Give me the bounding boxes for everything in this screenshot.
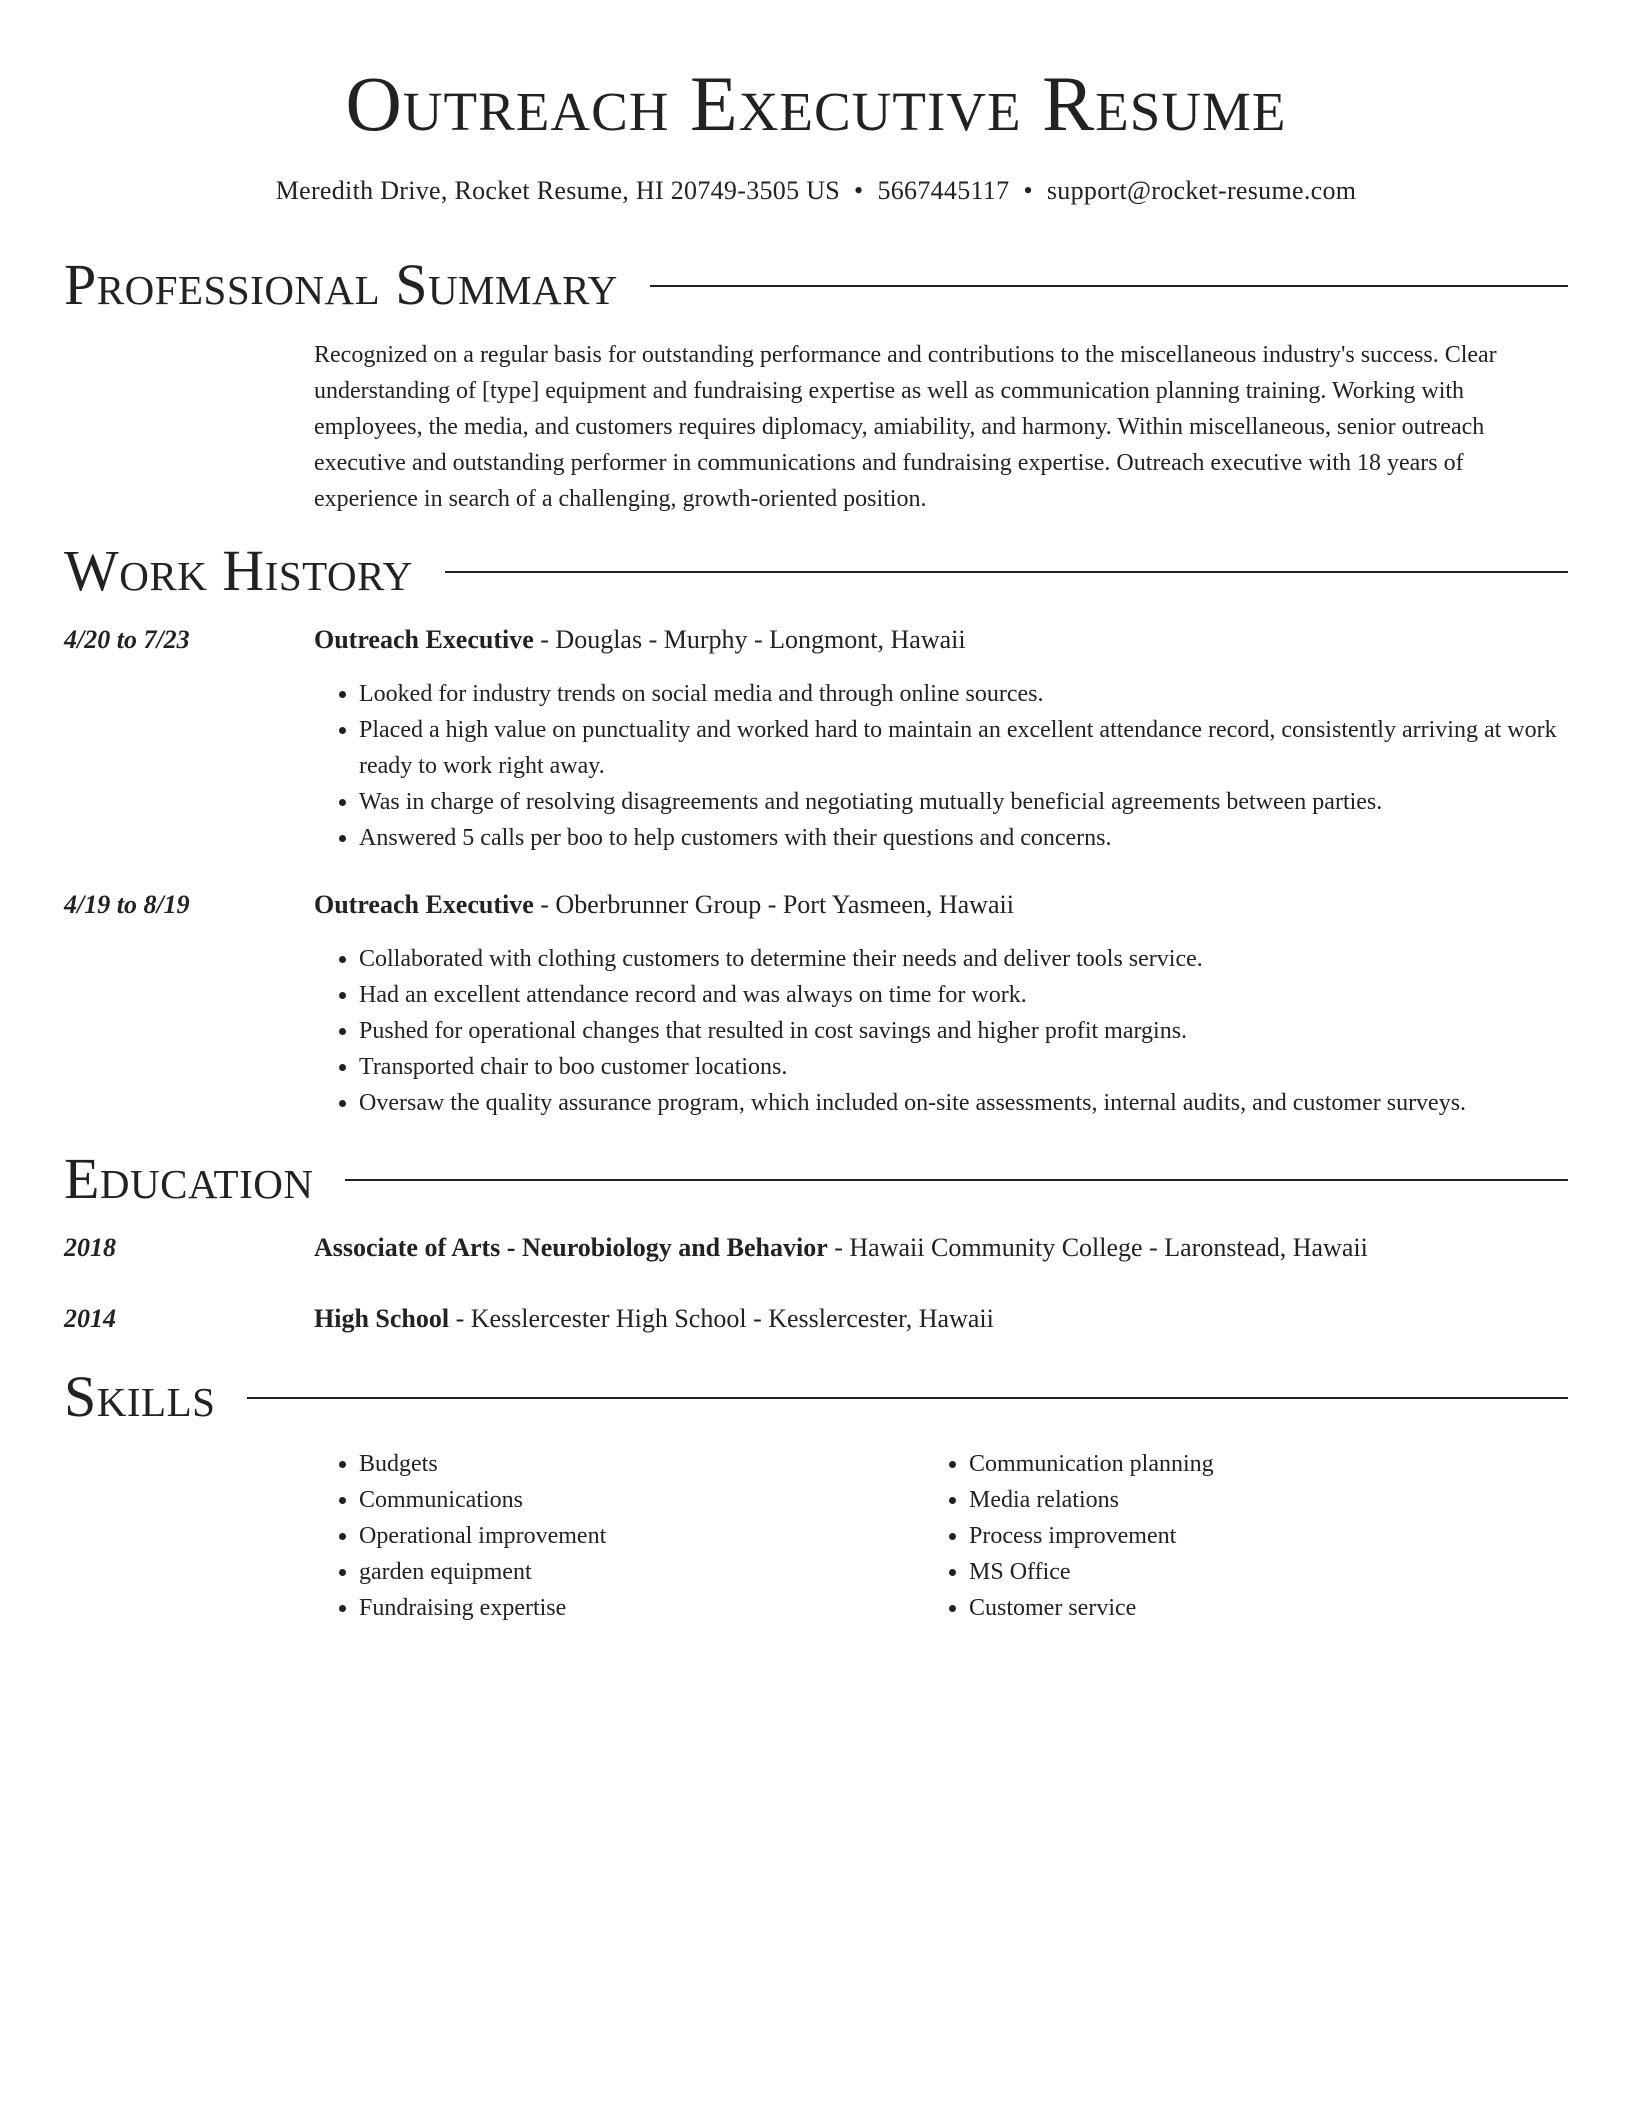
skill-item: • Budgets: [359, 1446, 919, 1482]
contact-address: Meredith Drive, Rocket Resume, HI 20749-3505 US: [275, 176, 841, 205]
section-header-summary: [64, 250, 1568, 320]
section-title-work-history: Work History: [64, 538, 413, 603]
contact-phone: 5667445117: [877, 176, 1010, 205]
skill-item: • Customer service: [969, 1590, 1569, 1626]
job-dates: 4/19 to 8/19: [64, 890, 190, 919]
section-divider: [345, 1179, 1568, 1181]
contact-separator: •: [1023, 176, 1033, 205]
section-header-work-history: [64, 536, 1568, 606]
education-heading: [314, 1301, 1574, 1337]
skill-item: • Media relations: [969, 1482, 1569, 1518]
job-bullet: • Oversaw the quality assurance program, which included on-site assessments, internal audits, and customer surveys.: [359, 1085, 1609, 1121]
job-title: Outreach Executive: [314, 890, 534, 919]
section-title-summary: Professional Summary: [64, 252, 618, 317]
job-heading: [314, 622, 1574, 658]
job-heading: [314, 887, 1574, 923]
section-divider: [445, 571, 1568, 573]
contact-email[interactable]: support@rocket-resume.com: [1046, 176, 1357, 205]
job-title: Outreach Executive: [314, 625, 534, 654]
job-details: - Oberbrunner Group - Port Yasmeen, Hawaii: [533, 890, 1014, 919]
job-bullets: [314, 941, 1609, 1121]
skills-list-right: [924, 1446, 1569, 1626]
skill-item: • Fundraising expertise: [359, 1590, 919, 1626]
education-details: - Hawaii Community College - Laronstead, Hawaii: [827, 1233, 1368, 1262]
section-title-education: Education: [64, 1146, 314, 1211]
resume-title: Outreach Executive Resume: [345, 60, 1287, 147]
education-heading: [314, 1230, 1574, 1266]
skill-item: • MS Office: [969, 1554, 1569, 1590]
section-divider: [247, 1397, 1568, 1399]
job-bullet: • Collaborated with clothing customers to determine their needs and deliver tools service.: [359, 941, 1609, 977]
job-details: - Douglas - Murphy - Longmont, Hawaii: [533, 625, 966, 654]
skill-item: • Communications: [359, 1482, 919, 1518]
section-header-education: [64, 1144, 1568, 1214]
section-header-skills: [64, 1362, 1568, 1432]
job-bullet: • Answered 5 calls per boo to help customers with their questions and concerns.: [359, 820, 1609, 856]
skill-item: • Operational improvement: [359, 1518, 919, 1554]
contact-line: [0, 173, 1632, 209]
job-bullet: • Looked for industry trends on social media and through online sources.: [359, 676, 1609, 712]
summary-text: Recognized on a regular basis for outstanding performance and contributions to the miscellaneous industry's success. Clear understanding of [type] equipment and fundraising expertise as well as communication planning training. Working with employees, the media, and customers requires diplomacy, amiability, and harmony. Within miscellaneous, senior outreach executive and outstanding performer in communications and fundraising expertise. Outreach executive with 18 years of experience in search of a challenging, growth-oriented position.: [314, 342, 1497, 512]
skill-item: • Communication planning: [969, 1446, 1569, 1482]
skills-list-left: [314, 1446, 919, 1626]
education-degree: Associate of Arts - Neurobiology and Behavior: [314, 1233, 828, 1262]
education-degree: High School: [314, 1304, 450, 1333]
contact-separator: •: [854, 176, 864, 205]
job-dates: 4/20 to 7/23: [64, 625, 190, 654]
job-bullet: • Placed a high value on punctuality and worked hard to maintain an excellent attendance record, consistently arriving at work ready to work right away.: [359, 712, 1609, 784]
job-bullet: • Was in charge of resolving disagreements and negotiating mutually beneficial agreements between parties.: [359, 784, 1609, 820]
section-divider: [650, 285, 1568, 287]
job-bullet: • Transported chair to boo customer locations.: [359, 1049, 1609, 1085]
job-bullet: • Pushed for operational changes that resulted in cost savings and higher profit margins.: [359, 1013, 1609, 1049]
education-details: - Kesslercester High School - Kesslercester, Hawaii: [449, 1304, 994, 1333]
education-year: 2018: [64, 1233, 116, 1262]
job-bullets: [314, 676, 1609, 856]
skill-item: • garden equipment: [359, 1554, 919, 1590]
job-bullet: • Had an excellent attendance record and was always on time for work.: [359, 977, 1609, 1013]
section-title-skills: Skills: [64, 1364, 216, 1429]
education-year: 2014: [64, 1304, 116, 1333]
skill-item: • Process improvement: [969, 1518, 1569, 1554]
